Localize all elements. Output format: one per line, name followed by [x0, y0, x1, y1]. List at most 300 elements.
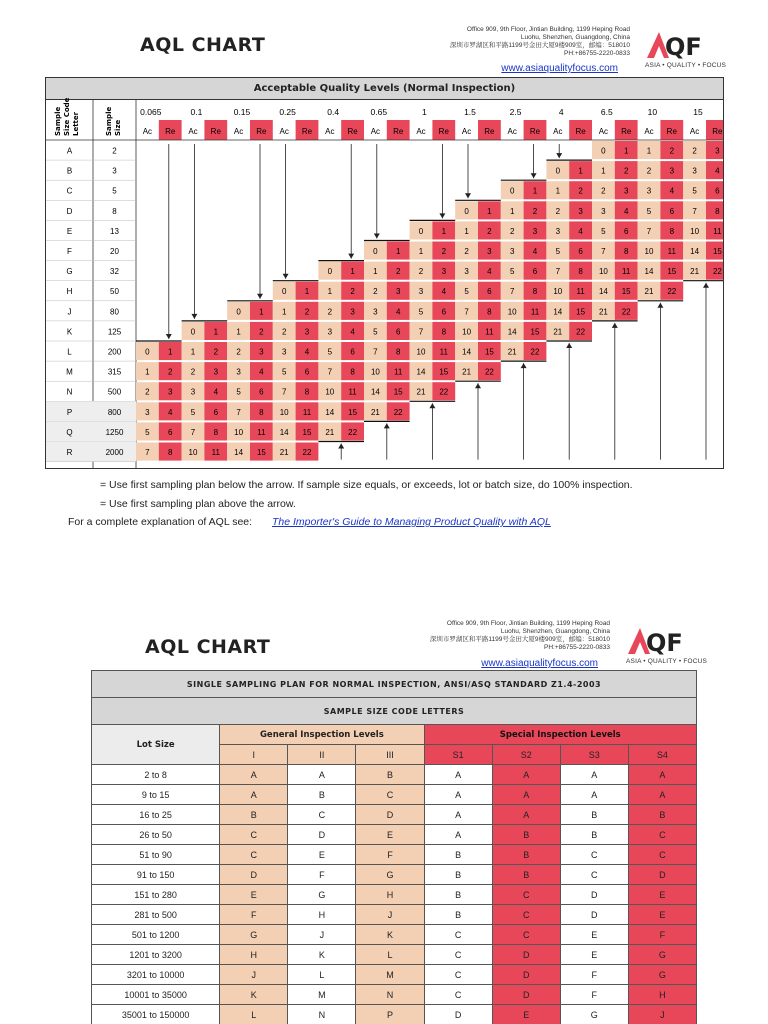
re-value: 2: [441, 247, 447, 256]
re-value: 4: [487, 267, 492, 277]
special-level-cell: C: [424, 945, 492, 965]
re-value: 3: [578, 206, 583, 216]
ac-value: 3: [327, 327, 333, 337]
general-level-cell: K: [220, 985, 288, 1005]
ac-label: Ac: [188, 127, 198, 136]
special-level-cell: E: [560, 945, 628, 965]
re-value: 11: [348, 387, 357, 397]
special-level-cell: C: [424, 985, 492, 1005]
sample-size: 5: [112, 186, 117, 196]
general-level-cell: H: [356, 885, 424, 905]
aqf-logo: [626, 626, 726, 672]
svg-text:QF: QF: [646, 629, 683, 656]
ac-value: 7: [692, 206, 697, 216]
lot-size-cell: 91 to 150: [92, 865, 220, 885]
sample-size: 50: [110, 287, 119, 297]
ac-label: Ac: [553, 127, 563, 136]
ac-value: 2: [281, 327, 287, 337]
ac-value: 5: [646, 206, 652, 216]
lot-size-cell: 281 to 500: [92, 905, 220, 925]
ac-label: Ac: [279, 127, 289, 136]
special-level-cell: B: [492, 865, 560, 885]
sample-size: 20: [110, 247, 119, 256]
re-value: 1: [532, 186, 538, 196]
ac-label: Ac: [325, 127, 335, 136]
general-levels-header: General Inspection Levels: [220, 725, 424, 745]
svg-text:QF: QF: [665, 33, 702, 60]
down-arrow-icon: [191, 314, 197, 319]
re-label: Re: [666, 127, 677, 136]
ac-value: 21: [507, 347, 517, 357]
sample-size: 800: [107, 407, 122, 417]
general-level-cell: E: [220, 885, 288, 905]
office-line: Luohu, Shenzhen, Guangdong, China: [520, 34, 630, 41]
down-arrow-icon: [439, 213, 445, 218]
ac-value: 3: [692, 166, 697, 176]
ac-value: 7: [373, 347, 378, 357]
special-level-cell: D: [492, 985, 560, 1005]
re-value: 22: [484, 367, 494, 377]
ac-value: 0: [509, 186, 515, 196]
general-level-cell: K: [288, 945, 356, 965]
re-value: 6: [259, 387, 264, 397]
special-level-cell: B: [424, 845, 492, 865]
ac-value: 21: [370, 407, 380, 417]
ac-value: 14: [234, 448, 244, 457]
up-arrow-icon: [475, 383, 481, 388]
ac-value: 2: [190, 367, 196, 377]
ac-value: 14: [416, 367, 426, 377]
aql-level-label: 0.65: [370, 107, 388, 117]
ac-value: 1: [646, 146, 652, 156]
table-row: [92, 865, 697, 885]
re-value: 6: [350, 347, 355, 357]
ac-value: 1: [418, 247, 424, 256]
special-level-cell: C: [560, 865, 628, 885]
ac-value: 0: [281, 287, 287, 297]
sample-size: 315: [107, 367, 122, 377]
ac-value: 1: [555, 186, 561, 196]
aql-level-label: 6.5: [600, 107, 613, 117]
re-value: 1: [350, 267, 355, 277]
ac-value: 10: [188, 448, 198, 457]
office-address: [390, 620, 610, 652]
aqf-logo: [645, 30, 745, 76]
aql-level-label: 0.15: [233, 107, 251, 117]
ac-value: 5: [373, 327, 378, 337]
sample-size: 8: [112, 206, 117, 216]
re-label: Re: [438, 127, 449, 136]
re-value: 8: [395, 347, 401, 357]
re-value: 8: [259, 407, 264, 417]
re-value: 22: [530, 347, 540, 357]
logo-tagline: ASIA • QUALITY • FOCUS: [645, 62, 727, 69]
ac-value: 21: [598, 307, 608, 317]
special-level-s2: S2: [492, 745, 560, 765]
lot-size-cell: 9 to 15: [92, 785, 220, 805]
ac-label: Ac: [142, 127, 153, 136]
re-value: 3: [532, 226, 538, 236]
special-level-cell: A: [628, 785, 696, 805]
general-level-cell: A: [220, 785, 288, 805]
ac-value: 5: [601, 226, 606, 236]
general-level-cell: K: [356, 925, 424, 945]
code-letter: Q: [66, 427, 73, 437]
re-value: 22: [393, 407, 403, 417]
re-label: Re: [712, 127, 723, 136]
ac-value: 1: [373, 267, 378, 277]
re-value: 1: [578, 166, 583, 176]
re-label: Re: [529, 127, 541, 136]
special-level-cell: B: [492, 825, 560, 845]
ac-value: 5: [509, 267, 515, 277]
aql-chart-heading: Acceptable Quality Levels (Normal Inspection): [46, 78, 723, 100]
special-level-cell: C: [492, 925, 560, 945]
up-arrow-icon: [429, 403, 435, 408]
general-level-cell: H: [220, 945, 288, 965]
ac-value: 7: [236, 407, 241, 417]
re-value: 1: [623, 146, 629, 156]
ac-value: 7: [509, 287, 515, 297]
re-value: 22: [302, 448, 312, 457]
code-letter: M: [66, 367, 73, 377]
ac-value: 3: [601, 206, 606, 216]
re-value: 3: [304, 327, 310, 337]
ac-value: 2: [327, 307, 333, 317]
re-value: 8: [578, 267, 583, 277]
special-level-cell: D: [424, 1005, 492, 1024]
general-level-cell: B: [288, 785, 356, 805]
sample-size: 2: [112, 146, 117, 156]
ac-value: 3: [555, 226, 561, 236]
letter-col-header: Size Code: [63, 97, 71, 136]
ac-value: 21: [462, 367, 472, 377]
ac-value: 21: [644, 287, 654, 297]
ac-value: 7: [418, 327, 424, 337]
re-value: 3: [623, 186, 629, 196]
special-level-cell: E: [628, 885, 696, 905]
special-level-cell: C: [492, 905, 560, 925]
re-value: 6: [487, 287, 492, 297]
ac-value: 7: [601, 247, 606, 256]
re-value: 11: [211, 448, 220, 457]
ac-value: 5: [145, 427, 150, 437]
re-value: 4: [213, 387, 219, 397]
special-level-cell: A: [424, 825, 492, 845]
ac-value: 21: [325, 427, 335, 437]
special-level-s1: S1: [424, 745, 492, 765]
up-arrow-icon: [703, 283, 709, 288]
re-value: 4: [259, 367, 264, 377]
ac-value: 10: [416, 347, 426, 357]
re-value: 2: [623, 166, 629, 176]
aql-level-label: 2.5: [509, 107, 522, 117]
aql-level-label: 0.25: [279, 107, 296, 117]
down-arrow-icon: [531, 173, 537, 178]
ac-value: 0: [327, 267, 333, 277]
table-row: [92, 885, 697, 905]
special-level-cell: B: [424, 865, 492, 885]
ac-value: 2: [555, 206, 561, 216]
table-row: [92, 765, 697, 785]
re-value: 15: [393, 387, 403, 397]
re-value: 3: [395, 287, 401, 297]
office-line: Office 909, 9th Floor, Jintian Building, 1199 Heping Road: [466, 26, 630, 33]
ac-value: 1: [190, 347, 196, 357]
re-value: 2: [350, 287, 355, 297]
sample-size: 80: [110, 307, 119, 317]
website-link[interactable]: www.asiaqualityfocus.com: [481, 658, 598, 669]
aql-level-label: 15: [693, 107, 703, 117]
re-label: Re: [301, 127, 313, 136]
lot-size-cell: 10001 to 35000: [92, 985, 220, 1005]
general-level-cell: A: [220, 765, 288, 785]
re-label: Re: [484, 127, 495, 136]
lot-size-cell: 151 to 280: [92, 885, 220, 905]
table-row: [92, 1005, 697, 1024]
ac-value: 10: [325, 387, 335, 397]
ac-value: 3: [509, 247, 515, 256]
ac-value: 10: [279, 407, 289, 417]
general-level-cell: C: [288, 805, 356, 825]
special-level-cell: A: [492, 765, 560, 785]
aql-guide-link[interactable]: The Importer's Guide to Managing Product Quality with AQL: [272, 516, 551, 528]
ac-label: Ac: [233, 127, 244, 136]
code-letter: E: [66, 226, 73, 236]
re-value: 4: [304, 347, 310, 357]
code-letter: K: [66, 327, 73, 337]
ac-value: 14: [325, 407, 335, 417]
general-level-cell: E: [288, 845, 356, 865]
re-label: Re: [575, 127, 586, 136]
ac-label: Ac: [461, 127, 472, 136]
down-arrow-icon: [348, 254, 354, 259]
general-level-cell: N: [356, 985, 424, 1005]
ac-value: 3: [418, 287, 424, 297]
re-value: 22: [439, 387, 449, 397]
website-link[interactable]: www.asiaqualityfocus.com: [501, 63, 618, 74]
lot-size-cell: 16 to 25: [92, 805, 220, 825]
general-level-cell: D: [288, 825, 356, 845]
re-value: 2: [532, 206, 538, 216]
ac-value: 14: [553, 307, 563, 317]
ac-value: 1: [281, 307, 287, 317]
re-value: 6: [578, 247, 583, 256]
size-col-header: Size: [114, 119, 122, 136]
special-level-cell: B: [424, 905, 492, 925]
general-level-cell: G: [288, 885, 356, 905]
ac-value: 10: [370, 367, 380, 377]
table-row: [92, 805, 697, 825]
special-level-cell: A: [628, 765, 696, 785]
special-level-cell: A: [492, 805, 560, 825]
letter-col-header: Sample: [54, 106, 62, 136]
office-line: PH:+86755-2220-0833: [544, 644, 610, 651]
ac-label: Ac: [370, 127, 381, 136]
ac-value: 10: [462, 327, 472, 337]
ac-value: 1: [464, 226, 469, 236]
ac-value: 2: [145, 387, 150, 397]
down-arrow-icon: [257, 294, 263, 299]
sample-size: 32: [110, 267, 119, 277]
aql-chart-grid: [46, 78, 723, 468]
code-letter: G: [66, 267, 73, 277]
re-value: 3: [669, 166, 675, 176]
re-value: 3: [167, 387, 173, 397]
size-col-header: Sample: [105, 106, 113, 136]
re-value: 6: [167, 427, 173, 437]
re-value: 1: [395, 247, 401, 256]
ac-value: 3: [464, 267, 469, 277]
re-value: 22: [667, 287, 677, 297]
general-level-cell: D: [220, 865, 288, 885]
ac-value: 14: [598, 287, 608, 297]
ac-value: 7: [646, 226, 652, 236]
up-arrow-icon: [384, 423, 390, 428]
re-value: 8: [623, 247, 629, 256]
re-value: 8: [715, 206, 720, 216]
down-arrow-icon: [374, 234, 380, 239]
re-value: 8: [213, 427, 219, 437]
ac-value: 10: [234, 427, 244, 437]
re-value: 11: [713, 226, 722, 236]
note-below-arrow: = Use first sampling plan below the arrow. If sample size equals, or exceeds, lot or batch size, do 100% inspection.: [100, 479, 633, 491]
table-row: [92, 925, 697, 945]
re-value: 6: [213, 407, 219, 417]
lot-size-cell: 2 to 8: [92, 765, 220, 785]
general-level-cell: M: [288, 985, 356, 1005]
ac-value: 0: [601, 146, 606, 156]
re-value: 11: [439, 347, 448, 357]
special-level-cell: D: [492, 945, 560, 965]
ac-value: 5: [236, 387, 241, 397]
lot-size-cell: 51 to 90: [92, 845, 220, 865]
special-level-cell: C: [492, 885, 560, 905]
re-value: 2: [669, 146, 675, 156]
table-row: [92, 945, 697, 965]
sample-size: 1250: [105, 427, 124, 437]
aql-level-label: 0.4: [327, 107, 340, 117]
aql-level-label: 4: [558, 107, 564, 117]
office-address: [410, 26, 630, 58]
special-level-cell: B: [628, 805, 696, 825]
ac-value: 7: [327, 367, 333, 377]
note-above-arrow: = Use first sampling plan above the arrow.: [100, 498, 296, 510]
ac-value: 21: [416, 387, 426, 397]
general-level-cell: B: [220, 805, 288, 825]
up-arrow-icon: [566, 343, 572, 348]
up-arrow-icon: [521, 363, 527, 368]
ac-value: 14: [507, 327, 517, 337]
re-value: 11: [485, 327, 494, 337]
ac-value: 10: [644, 247, 654, 256]
ac-label: Ac: [507, 127, 517, 136]
re-value: 3: [487, 247, 492, 256]
ac-value: 0: [236, 307, 241, 317]
aql-level-label: 10: [647, 107, 658, 117]
re-value: 15: [348, 407, 358, 417]
special-level-cell: D: [492, 965, 560, 985]
ac-value: 5: [464, 287, 469, 297]
ac-value: 2: [418, 267, 424, 277]
re-value: 1: [304, 287, 310, 297]
re-value: 15: [439, 367, 449, 377]
special-level-cell: F: [560, 965, 628, 985]
special-level-cell: G: [628, 965, 696, 985]
ac-value: 3: [373, 307, 378, 317]
code-letter: B: [66, 166, 73, 176]
code-letter: C: [66, 186, 73, 196]
re-value: 11: [530, 307, 540, 317]
ac-value: 5: [281, 367, 287, 377]
ac-value: 3: [281, 347, 287, 357]
code-letter: N: [66, 387, 73, 397]
re-value: 4: [441, 287, 447, 297]
re-value: 8: [441, 327, 447, 337]
re-value: 3: [715, 146, 720, 156]
re-value: 15: [256, 448, 266, 457]
re-value: 8: [304, 387, 310, 397]
re-value: 2: [395, 267, 401, 277]
re-value: 6: [669, 206, 675, 216]
general-level-cell: G: [220, 925, 288, 945]
re-value: 4: [578, 226, 583, 236]
re-value: 15: [576, 307, 586, 317]
ac-value: 2: [509, 226, 515, 236]
table-title: SINGLE SAMPLING PLAN FOR NORMAL INSPECTION, ANSI/ASQ STANDARD Z1.4-2003: [92, 671, 697, 698]
re-value: 11: [257, 427, 266, 437]
ac-label: Ac: [689, 127, 700, 136]
re-value: 2: [213, 347, 219, 357]
ac-value: 10: [553, 287, 563, 297]
general-level-cell: C: [220, 845, 288, 865]
special-level-cell: D: [628, 865, 696, 885]
re-value: 3: [259, 347, 264, 357]
re-label: Re: [165, 127, 176, 136]
special-level-cell: A: [560, 765, 628, 785]
ac-value: 1: [509, 206, 515, 216]
ac-value: 2: [646, 166, 652, 176]
special-level-cell: G: [628, 945, 696, 965]
office-line: Office 909, 9th Floor, Jintian Building, 1199 Heping Road: [446, 620, 610, 627]
ac-label: Ac: [598, 127, 609, 136]
table-row: [92, 985, 697, 1005]
ac-value: 0: [464, 206, 469, 216]
re-value: 6: [715, 186, 720, 196]
lot-size-cell: 26 to 50: [92, 825, 220, 845]
general-level-cell: G: [356, 865, 424, 885]
sample-size: 2000: [105, 448, 124, 457]
ac-value: 2: [692, 146, 697, 156]
aqf-logo-icon: [626, 626, 722, 656]
special-level-cell: A: [492, 785, 560, 805]
re-value: 6: [532, 267, 538, 277]
re-value: 6: [623, 226, 629, 236]
ac-value: 14: [279, 427, 289, 437]
ac-value: 21: [690, 267, 700, 277]
office-line: PH:+86755-2220-0833: [564, 50, 630, 57]
ac-value: 7: [281, 387, 287, 397]
lot-size-cell: 1201 to 3200: [92, 945, 220, 965]
re-label: Re: [621, 127, 632, 136]
general-level-cell: J: [288, 925, 356, 945]
aqf-logo-icon: [645, 30, 741, 60]
re-value: 1: [213, 327, 219, 337]
general-level-cell: D: [356, 805, 424, 825]
up-arrow-icon: [657, 303, 663, 308]
special-level-cell: B: [560, 825, 628, 845]
up-arrow-icon: [338, 444, 344, 449]
